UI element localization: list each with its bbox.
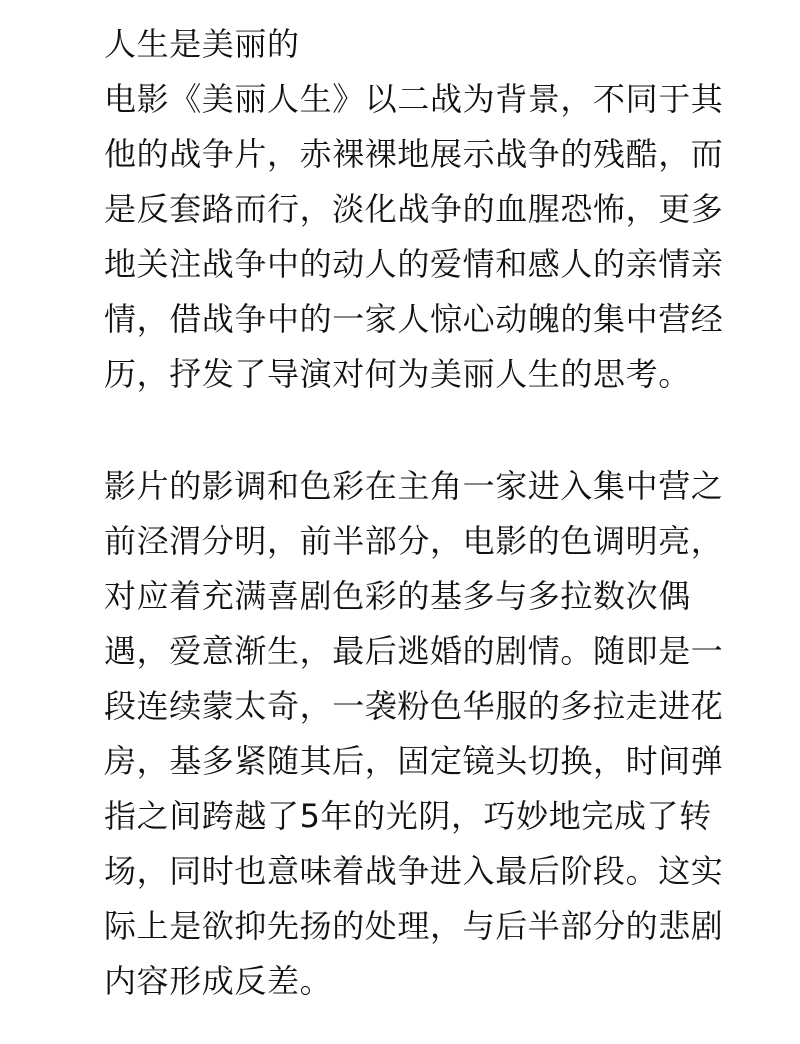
- paragraph-1-line: 是反套路而行，淡化战争的血腥恐怖，更多: [104, 190, 724, 228]
- paragraph-1-line: 情，借战争中的一家人惊心动魄的集中营经: [104, 300, 724, 338]
- paragraph-2-line: 影片的影调和色彩在主角一家进入集中营之: [104, 467, 724, 505]
- paragraph-2-line: 段连续蒙太奇，一袭粉色华服的多拉走进花: [104, 687, 724, 725]
- paragraph-2-line: 际上是欲抑先扬的处理，与后半部分的悲剧: [104, 907, 724, 945]
- paragraph-1-line: 他的战争片，赤裸裸地展示战争的残酷，而: [104, 135, 724, 173]
- paragraph-2-line: 遇，爱意渐生，最后逃婚的剧情。随即是一: [104, 632, 724, 670]
- document-title: 人生是美丽的: [104, 25, 300, 63]
- paragraph-1-line: 电影《美丽人生》以二战为背景，不同于其: [104, 80, 724, 118]
- paragraph-1-line: 地关注战争中的动人的爱情和感人的亲情亲: [104, 245, 724, 283]
- paragraph-2-line: 内容形成反差。: [104, 962, 333, 1000]
- paragraph-1-line: 历，抒发了导演对何为美丽人生的思考。: [104, 355, 691, 393]
- paragraph-2-line: 指之间跨越了5年的光阴，巧妙地完成了转: [104, 797, 712, 835]
- paragraph-2-line: 场，同时也意味着战争进入最后阶段。这实: [104, 852, 724, 890]
- paragraph-2-line: 前泾渭分明，前半部分，电影的色调明亮，: [104, 522, 724, 560]
- paragraph-2-line: 对应着充满喜剧色彩的基多与多拉数次偶: [104, 577, 691, 615]
- paragraph-2-line: 房，基多紧随其后，固定镜头切换，时间弹: [104, 742, 724, 780]
